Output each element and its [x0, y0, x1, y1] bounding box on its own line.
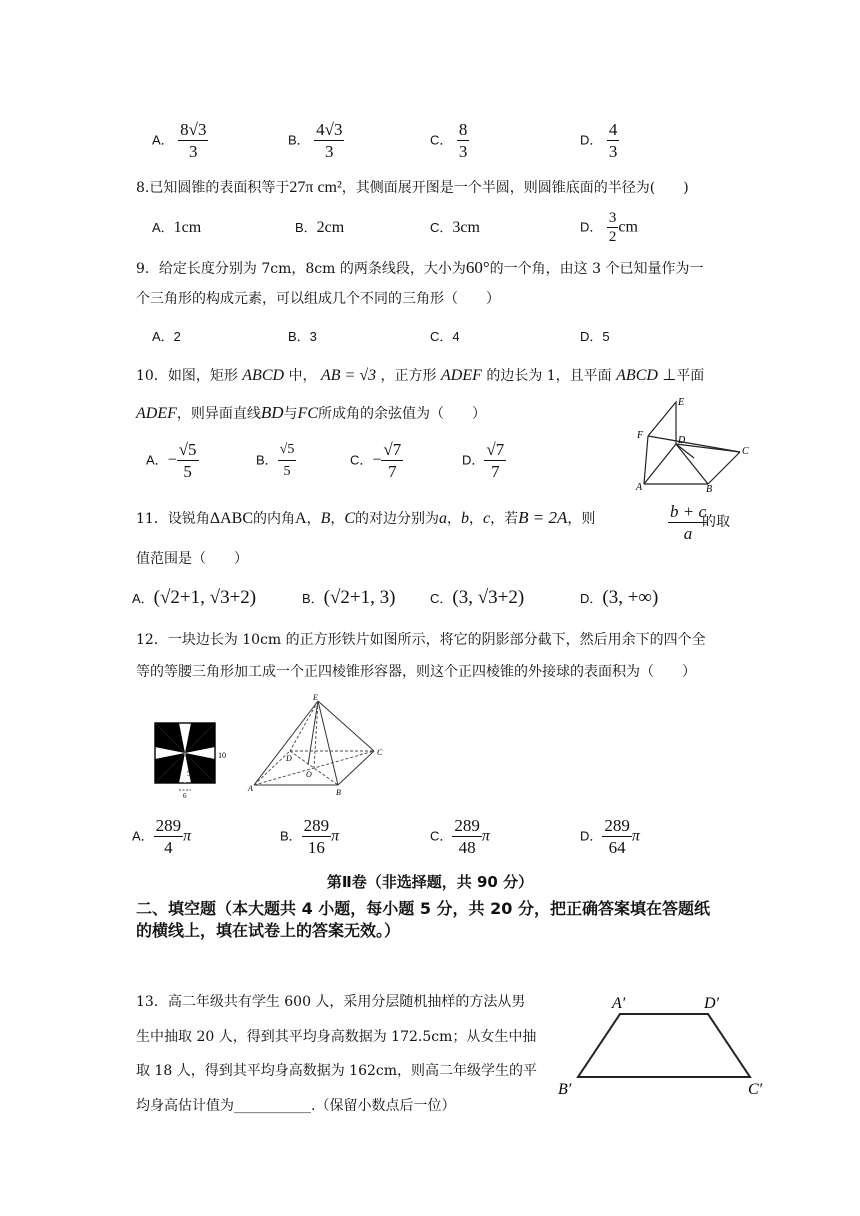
q7-b-denominator: 3	[325, 142, 334, 161]
q11-option-a: A．(√2+1, √3+2)	[132, 587, 257, 608]
q7-c-denominator: 3	[458, 142, 468, 161]
q8-stem: 8.已知圆锥的表面积等于27π cm²，其侧面展开图是一个半圆，则圆锥底面的半径为( )	[136, 179, 689, 196]
q7-option-d: D． $\frac{4}{3}$	[580, 120, 618, 161]
q9-option-c: C．4	[430, 329, 460, 344]
q12-option-a: A． $\frac{289}{4}$ π	[132, 816, 192, 857]
q7-option-b: B． $\frac{4√3}{3}$	[288, 120, 343, 161]
q11-line-1: 11．设锐角ΔABC的内角A，B，C的对边分别为a，b，c，若B = 2A，则	[136, 508, 596, 527]
q11-line-1-end: 的取	[702, 514, 730, 530]
q10-option-a: A．− $\frac{√5}{5}$	[146, 440, 197, 481]
q12-option-b: B． $\frac{289}{16}$ π	[280, 816, 340, 857]
q10-ab-equation: AB = √3	[320, 367, 377, 384]
q12-line-2: 等的等腰三角形加工成一个正四棱锥形容器，则这个正四棱锥的外接球的表面积为（ ）	[136, 664, 696, 680]
q10-label-b: B	[706, 484, 713, 492]
q13-line-1: 13．高二年级共有学生 600 人，采用分层随机抽样的方法从男	[136, 994, 526, 1010]
q7-c-numerator: 8	[458, 120, 468, 139]
q11-option-b: B．(√2+1, 3)	[302, 587, 396, 608]
q10-edge-fa	[644, 436, 648, 484]
q8-option-d: D． $\frac{3}{2}$ cm	[580, 210, 638, 245]
q11-option-d: D．(3, +∞)	[580, 587, 659, 608]
q11-line-2: 值范围是（ ）	[136, 551, 248, 567]
q10-option-c: C．− $\frac{√7}{7}$	[350, 440, 402, 481]
q10-label-d: D	[678, 435, 686, 446]
q11-fraction: $\frac{b + c}{a}$	[670, 502, 707, 543]
q12-label-10: 10	[218, 751, 226, 760]
q13-line-4: 均身高估计值为___________.（保留小数点后一位）	[136, 1098, 456, 1114]
q10-edge-bc	[708, 452, 740, 484]
q13-trapezoid	[578, 1014, 750, 1077]
q9-angle: 60°	[465, 258, 490, 277]
q12-pyramid-figure	[246, 693, 396, 801]
q8-area: 27π cm²	[289, 179, 342, 196]
q7-d-denominator: 3	[608, 142, 618, 161]
q9-option-a: A．2	[152, 329, 181, 344]
answer-blank[interactable]: ___________	[234, 1098, 311, 1114]
q12-option-d: D． $\frac{289}{64}$ π	[580, 816, 640, 857]
q9-option-d: D．5	[580, 329, 610, 344]
q13-label-c: C′	[748, 1081, 763, 1098]
q8-option-c: C．3cm	[430, 219, 480, 236]
q10-option-d: D． $\frac{√7}{7}$	[462, 440, 505, 481]
q13-label-d: D′	[704, 995, 720, 1012]
q10-line-2: ADEF，则异面直线BD与FC所成角的余弦值为（ ）	[136, 403, 486, 422]
q10-figure	[630, 392, 755, 492]
q12-square-figure	[150, 718, 240, 800]
q8-option-a: A．1cm	[152, 219, 202, 236]
q10-label-e: E	[678, 397, 685, 408]
q12-label-e: E	[313, 693, 318, 702]
q11-option-c: C．(3, √3+2)	[430, 587, 525, 608]
q12-option-c: C． $\frac{289}{48}$ π	[430, 816, 490, 857]
q9-line-1: 9．给定长度分别为 7cm，8cm 的两条线段，大小为60°的一个角，由这 3 个已知量作为一	[136, 258, 704, 277]
q7-a-numerator: 8√3	[180, 120, 207, 139]
q12-line-1: 12．一块边长为 10cm 的正方形铁片如图所示，将它的阴影部分截下，然后用余下的四个全	[136, 632, 706, 648]
q10-edge-bd	[676, 444, 708, 484]
q13-line-3: 取 18 人，得到其平均身高数据为 162cm，则高二年级学生的平	[136, 1063, 538, 1079]
q7-option-a: A． $\frac{8√3}{3}$	[152, 120, 207, 161]
section-heading-line-1: 二、填空题（本大题共 4 小题，每小题 5 分，共 20 分，把正确答案填在答题纸	[136, 899, 710, 918]
q9-option-b: B．3	[288, 329, 317, 344]
q7-d-numerator: 4	[608, 120, 618, 139]
q12-label-d: D	[286, 754, 292, 763]
q7-b-numerator: 4√3	[316, 120, 343, 139]
q9-line-2: 个三角形的构成元素，可以组成几个不同的三角形（ ）	[136, 291, 500, 307]
q13-line-2: 生中抽取 20 人，得到其平均身高数据为 172.5cm；从女生中抽	[136, 1029, 537, 1045]
q12-label-5: 5	[187, 769, 191, 778]
q13-trapezoid-figure	[550, 988, 770, 1100]
q12-label-b: B	[336, 788, 341, 797]
q10-label-f: F	[637, 430, 644, 441]
q10-line-1: 10．如图，矩形 ABCD 中， AB = √3 ，正方形 ADEF 的边长为 1，且平面 ABCD ⊥平面	[136, 367, 705, 384]
q10-label-a: A	[636, 482, 643, 492]
q10-edge-ad	[644, 444, 676, 484]
q10-option-b: B． $\frac{√5}{5}$	[256, 442, 295, 479]
section-title: 第Ⅱ卷（非选择题，共 90 分）	[326, 873, 534, 891]
q8-option-b: B．2cm	[295, 219, 345, 236]
q12-label-6: 6	[183, 792, 187, 800]
q13-label-b: B′	[558, 1081, 572, 1098]
q10-edge-fc	[648, 436, 740, 452]
q10-label-c: C	[742, 446, 749, 457]
section-heading-line-2: 的横线上，填在试卷上的答案无效。）	[136, 921, 401, 940]
q11-condition: B = 2A	[518, 508, 568, 527]
q7-option-c: C． $\frac{8}{3}$	[430, 120, 468, 161]
q10-edge-fe-ed	[648, 402, 676, 444]
q12-label-c: C	[377, 748, 383, 757]
q13-label-a: A′	[612, 995, 626, 1012]
q12-label-a: A	[248, 784, 253, 793]
q12-label-o: O	[306, 770, 312, 779]
q7-a-denominator: 3	[189, 142, 198, 161]
